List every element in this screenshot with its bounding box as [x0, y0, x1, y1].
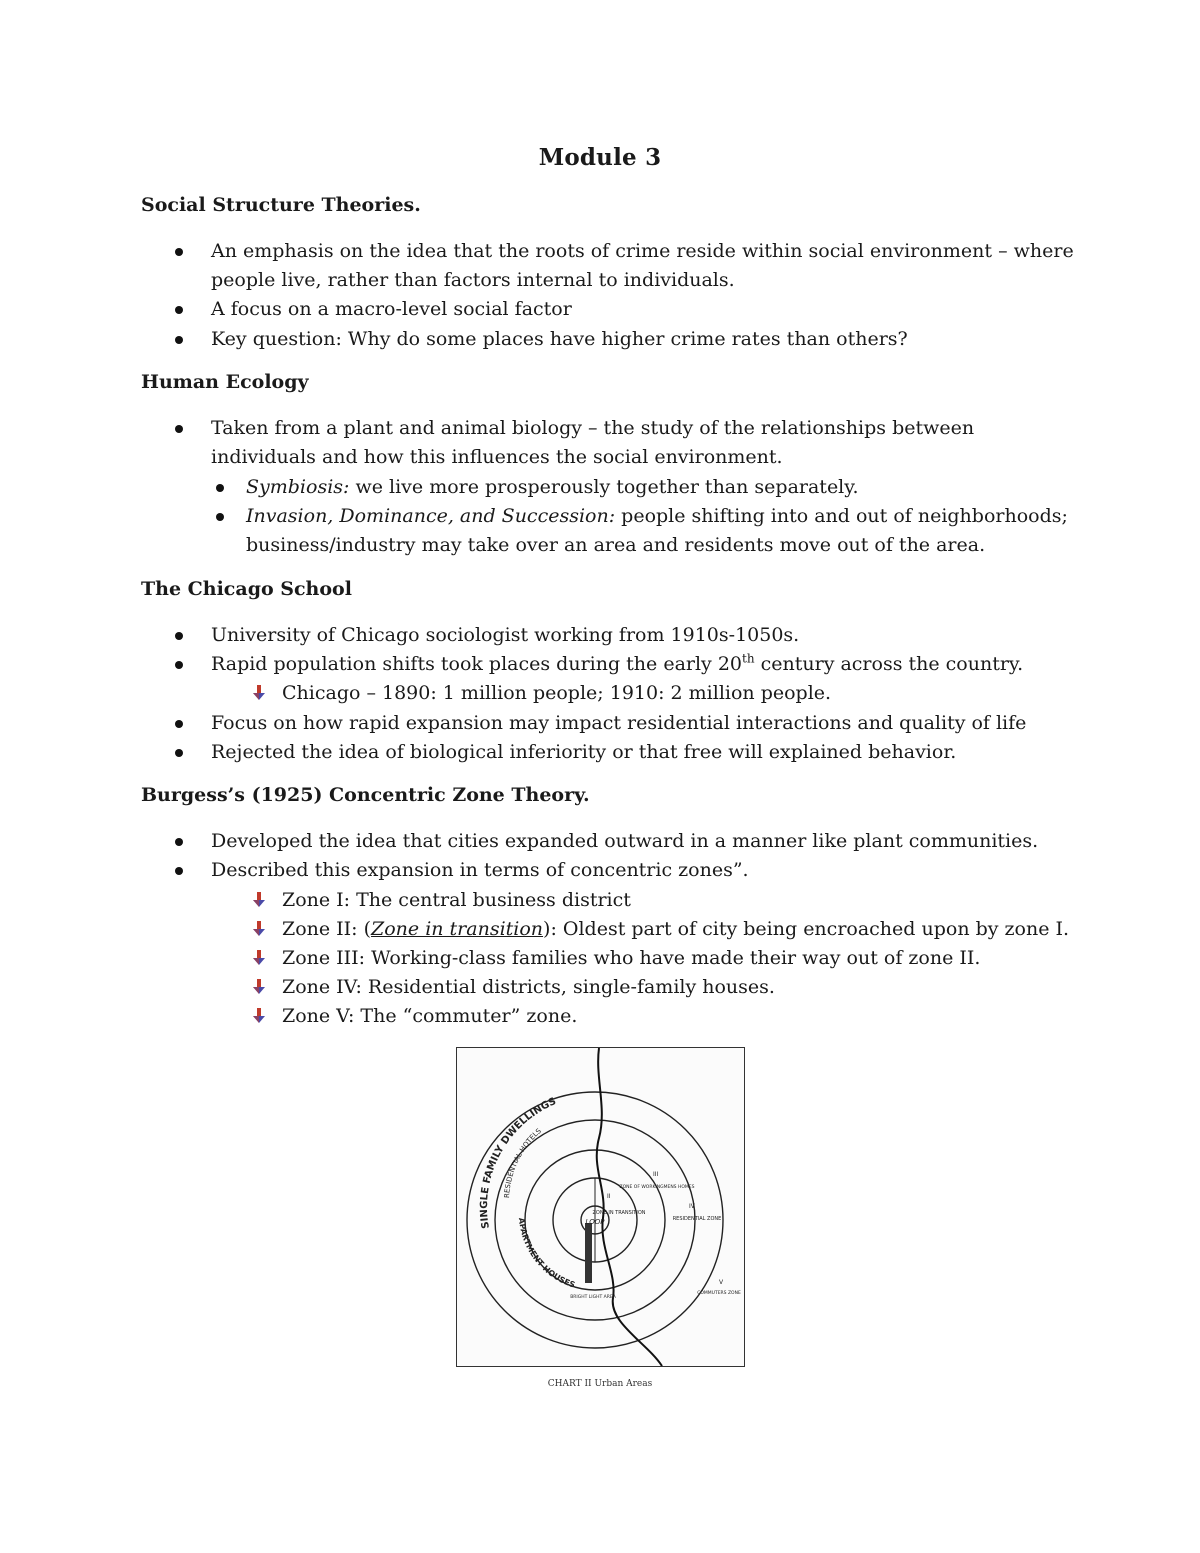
list-item: [211, 856, 749, 886]
label-zone-3-numeral: III: [653, 1171, 659, 1178]
list-item-text: Zone III: Working-class families who have made their way out of zone II.: [282, 947, 981, 969]
list-item-text: Focus on how rapid expansion may impact residential interactions and quality of life: [211, 712, 1027, 734]
label-zone-in-transition: ZONE IN TRANSITION: [592, 1210, 646, 1216]
list-item-text: Rapid population shifts took places during the early 20: [211, 653, 743, 675]
label-zone-2-numeral: II: [607, 1193, 611, 1200]
list-item-text: Taken from a plant and animal biology – the study of the relationships between: [211, 417, 975, 439]
list-item-text: Zone V: The “commuter” zone.: [282, 1005, 578, 1027]
bullet-icon: [175, 336, 183, 344]
sub-list-item-zone-2: [282, 915, 1069, 945]
list-item-text: Zone I: The central business district: [282, 889, 631, 911]
label-zone-5-numeral: V: [719, 1279, 724, 1286]
list-item: [211, 414, 974, 444]
bullet-icon: [175, 838, 183, 846]
list-item-continuation: [211, 443, 783, 473]
label-zone-3: ZONE OF WORKINGMENS HOMES: [619, 1185, 695, 1190]
bullet-icon: [216, 484, 224, 492]
list-item-text: Zone II: (: [282, 918, 372, 940]
list-item-text: ): Oldest part of city being encroached upon by zone I.: [543, 918, 1070, 940]
list-item-text: Chicago – 1890: 1 million people; 1910: 2 million people.: [282, 682, 832, 704]
list-item: [211, 709, 1026, 739]
sub-list-item: [246, 502, 1068, 532]
list-item: [211, 650, 1023, 680]
list-item: [211, 295, 572, 325]
down-arrow-icon: [252, 949, 266, 967]
list-item-text: Zone IV: Residential districts, single-family houses.: [282, 976, 775, 998]
list-item-text: Key question: Why do some places have higher crime rates than others?: [211, 328, 908, 350]
concentric-zone-map: [457, 1048, 744, 1366]
bullet-icon: [175, 867, 183, 875]
svg-text:APARTMENT HOUSES: [517, 1217, 577, 1289]
list-item: [211, 738, 956, 768]
down-arrow-icon: [252, 684, 266, 702]
term-invasion: Invasion, Dominance, and Succession:: [246, 505, 616, 527]
bullet-icon: [175, 749, 183, 757]
section-heading-chicago-school: The Chicago School: [141, 578, 352, 600]
sub-list-item-zone-3: [282, 944, 980, 974]
list-item: [211, 237, 1074, 267]
sub-list-item-zone-4: [282, 973, 775, 1003]
list-item-text: Developed the idea that cities expanded outward in a manner like plant communities.: [211, 830, 1039, 852]
list-item-continuation: [211, 266, 735, 296]
label-bright-light: BRIGHT LIGHT AREA: [570, 1295, 616, 1300]
list-item-text: we live more prosperously together than separately.: [349, 476, 859, 498]
superscript: th: [742, 651, 755, 666]
down-arrow-icon: [252, 920, 266, 938]
label-zone-5: COMMUTERS ZONE: [697, 1291, 741, 1296]
list-item: [211, 827, 1038, 857]
bullet-icon: [175, 248, 183, 256]
term-symbiosis: Symbiosis:: [246, 476, 350, 498]
list-item-text: business/industry may take over an area and residents move out of the area.: [246, 534, 986, 556]
bullet-icon: [216, 513, 224, 521]
list-item: [211, 621, 799, 651]
bullet-icon: [175, 632, 183, 640]
down-arrow-icon: [252, 891, 266, 909]
list-item-text: A focus on a macro-level social factor: [211, 298, 572, 320]
sub-list-item: [282, 679, 831, 709]
list-item-text: An emphasis on the idea that the roots of crime reside within social environment – where: [211, 240, 1074, 262]
section-heading-burgess: Burgess’s (1925) Concentric Zone Theory.: [141, 784, 590, 806]
page-title: Module 3: [538, 144, 662, 171]
sub-list-item-zone-5: [282, 1002, 577, 1032]
list-item-text: people live, rather than factors internal to individuals.: [211, 269, 735, 291]
label-zone-4: RESIDENTIAL ZONE: [672, 1216, 722, 1222]
label-zone-4-numeral: IV: [689, 1203, 695, 1210]
list-item-text: individuals and how this influences the social environment.: [211, 446, 783, 468]
section-heading-human-ecology: Human Ecology: [141, 371, 309, 393]
term-zone-in-transition: Zone in transition: [371, 918, 544, 940]
sub-list-item-zone-1: [282, 886, 631, 916]
label-residential-hotels: RESIDENTIAL HOTELS: [502, 1126, 543, 1199]
section-heading-social-structure: Social Structure Theories.: [141, 194, 421, 216]
concentric-zone-diagram: [456, 1047, 745, 1367]
list-item-text: University of Chicago sociologist working from 1910s-1050s.: [211, 624, 800, 646]
sub-list-item-continuation: [246, 531, 985, 561]
list-item: [211, 325, 908, 355]
list-item-text: Rejected the idea of biological inferiority or that free will explained behavior.: [211, 741, 957, 763]
label-single-family: SINGLE FAMILY DWELLINGS: [478, 1096, 558, 1230]
bullet-icon: [175, 720, 183, 728]
list-item-text: century across the country.: [754, 653, 1024, 675]
down-arrow-icon: [252, 978, 266, 996]
label-apartment-houses: APARTMENT HOUSES: [516, 1217, 577, 1290]
figure-caption: CHART II Urban Areas: [547, 1379, 653, 1389]
down-arrow-icon: [252, 1007, 266, 1025]
list-item-text: Described this expansion in terms of concentric zones”.: [211, 859, 749, 881]
sub-list-item: [246, 473, 859, 503]
bullet-icon: [175, 425, 183, 433]
list-item-text: people shifting into and out of neighborhoods;: [615, 505, 1068, 527]
bullet-icon: [175, 306, 183, 314]
label-loop: LOOP: [585, 1218, 605, 1226]
bullet-icon: [175, 661, 183, 669]
